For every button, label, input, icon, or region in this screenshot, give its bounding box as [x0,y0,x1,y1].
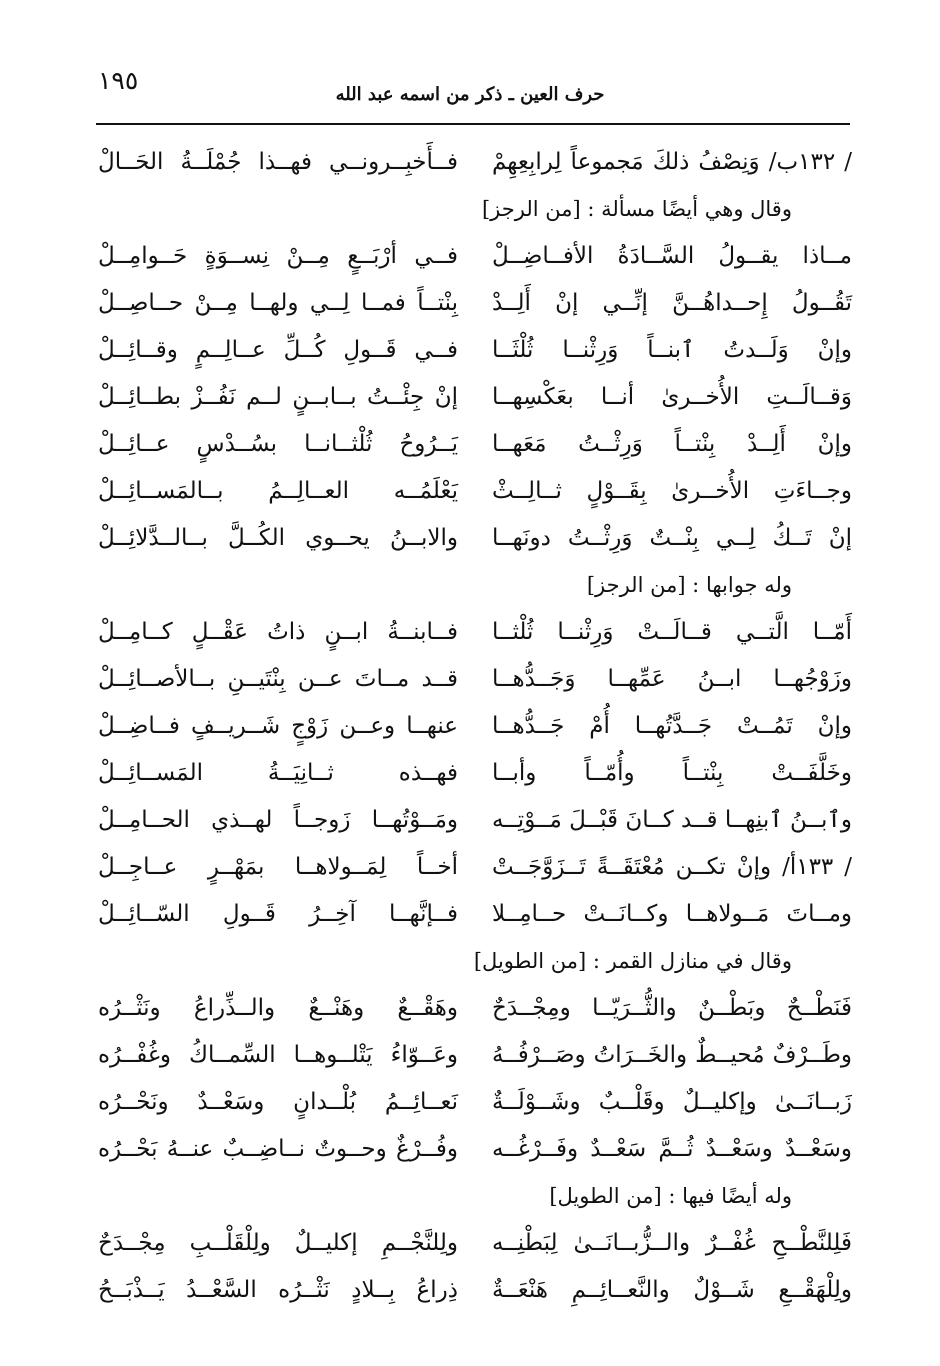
stanza-gap [98,565,458,612]
header-rule [96,123,850,125]
verse-line: فــأَخبِــرونــي فهــذا جُمْلَــةُ الحَــالْ [98,149,458,175]
verse-line: وٱبــنُ ٱبنِهــا قــد كــانَ قَبْــلَ مَــوْتِــه [491,807,852,833]
verse-line: يَعْلَمُــه العــالِــمُ بــالمَســائِــلْ [98,478,458,504]
verse-line: وهَقْــعٌ وهَنْــعٌ والــذِّراعُ ونَثْــرُه [98,995,458,1021]
verse-line: فــي أرْبَــعٍ مِــنْ نِســوَةٍ حَــوامِــلْ [98,243,458,269]
verse-line: والابــنُ يحــوي الكُــلَّ بــالــدَّلائِــلْ [98,525,458,551]
verse-line: إنْ تَــكُ لِــي بِنْــتٌ وَرِثْــتُ دونَهــا [492,525,852,551]
verse-line: ولِلْهَقْــعِ شَــوْلٌ والنَّعــائِــمِ هَنْعَــةٌ [492,1277,852,1303]
verse-line: وَقــالَــتِ الأُخــرىٰ أنــا بعَكْسِهــا [492,384,852,410]
verse-line: إنْ جِئْــتُ بــابــنٍ لــم نَفُــزْ بطــائِــلْ [98,384,458,410]
running-header: حرف العين ـ ذكر من اسمه عبد الله [335,84,605,105]
verse-line: وزَوْجُهــا ابــنُ عَمِّهــا وَجَــدُّهــا [492,666,852,692]
verse-line: ومَــوْتُهــا زَوجــاً لهــذي الحــامِــلْ [98,807,458,833]
left-column [98,142,458,1317]
verse-line: وخَلَّفَــتْ بِنْتــاً وأُمّــاً وأبــا [492,760,852,786]
stanza-gap [98,941,458,988]
right-column [473,142,852,1317]
verse-line: وفُــرْغٌ وحــوتٌ نــاضِــبٌ عنــهُ بَحْــرُه [98,1136,458,1162]
section-heading: وقال في منازل القمر : [من الطويل] [473,949,792,973]
verse-line: وجــاءَتِ الأُخــرىٰ بِقَــوْلٍ ثــالِــثْ [492,478,852,504]
verse-line: فَلِلنَّطْــحِ غُفْــرٌ والــزُّبــانَــىٰ لِبَطْنِــه [492,1230,852,1256]
verse-line: ولِلنَّجْــمِ إكليــلٌ ولِلْقَلْــبِ مِجْــدَحٌ [98,1230,458,1256]
section-heading: وقال وهي أيضًا مسألة : [من الرجز] [481,197,792,221]
verse-line: ومــاتَ مَــولاهــا وكــانَــتْ حــامِــلا [492,901,852,927]
verse-line: بِنْتــاً فمــا لِــي ولهــا مِــنْ حــاصِــلْ [98,290,458,316]
stanza-gap [98,189,458,236]
verse-line: عنهــا وعــن زَوْجٍ شَــريــفٍ فــاضِــلْ [98,713,458,739]
verse-line: فــإنَّهــا آخِــرُ قَــولِ السّــائِــلْ [98,901,458,927]
verse-line: ذِراعُ بِــلادٍ نَثْــرُه السَّعْــدُ يَــذْبَــحُ [98,1277,458,1303]
section-heading: وله أيضًا فيها : [من الطويل] [549,1184,792,1208]
verse-line: وإنْ وَلَــدتُ ٱبنــاً وَرِثْنــا ثُلْثَــا [492,337,852,363]
verse-line: وإنْ أَلِــدْ بِنْتــاً وَرِثْــتُ مَعَهــا [492,431,852,457]
verse-line: وإنْ تَمُــتْ جَــدَّتُهــا أُمْ جَــدُّهــا [492,713,852,739]
verse-line: وسَعْــدٌ وسَعْــدٌ ثُــمَّ سَعْــدٌ وفَــرْغُــه [492,1136,852,1162]
verse-line: فــي قَــولِ كُــلِّ عــالِــمٍ وقــائِــلْ [98,337,458,363]
stanza-gap [98,1176,458,1223]
verse-line: فــابنــةُ ابــنٍ ذاتُ عَقْــلٍ كــامِــلْ [98,619,458,645]
verse-line: نَعــائِــمُ بُلْــدانٍ وسَعْــدٌ ونَحْــرُه [98,1089,458,1115]
verse-line: / ١٣٢ب/ وَنِصْفُ ذلكَ مَجموعاً لِرابِعِهِمْ [492,149,852,175]
verse-line: فهــذه ثــانِيَــةُ المَســائِــلْ [98,760,458,786]
verse-line: مــاذا يقــولُ السَّــادَةُ الأفــاضِــلْ [492,243,852,269]
verse-line: وعَــوّاءُ يَتْلــوهــا السِّمــاكُ وغُفْــرُه [98,1042,458,1068]
verse-line: زَبــانَــىٰ وإكليــلٌ وقَلْــبٌ وشَــوْلَــةٌ [492,1089,852,1115]
verse-line: أخــاً لِمَــولاهــا بمَهْــرٍ عــاجِــلْ [98,854,458,880]
verse-line: يَــرُوحُ ثُلْثــانــا بسُــدْسٍ عــائِــلْ [98,431,458,457]
section-heading: وله جوابها : [من الرجز] [586,573,792,597]
verse-line: تَقُــولُ إِحــداهُــنَّ إنِّــي إنْ أَلِــدْ [492,290,852,316]
verse-line: وطَــرْفٌ مُحيــطٌ والخَــرَاتُ وصَــرْفُــهُ [492,1042,852,1068]
verse-line: قــد مــاتَ عــن بِنْتَيــنِ بــالأصــائِــلْ [98,666,458,692]
verse-line: / ١٣٣أ/ وإنْ تكــن مُعْتَقَــةً تَــزَوَّجَــتْ [492,854,852,880]
verse-line: أَمّــا الَّتــي قــالَــتْ وَرِثْنــا ثُلْثــا [492,619,852,645]
verse-line: فَنَطْــحٌ وبَطْــنٌ والثُّــرَيّــا ومِجْــدَحٌ [492,995,852,1021]
page-number: ١٩٥ [98,66,139,95]
